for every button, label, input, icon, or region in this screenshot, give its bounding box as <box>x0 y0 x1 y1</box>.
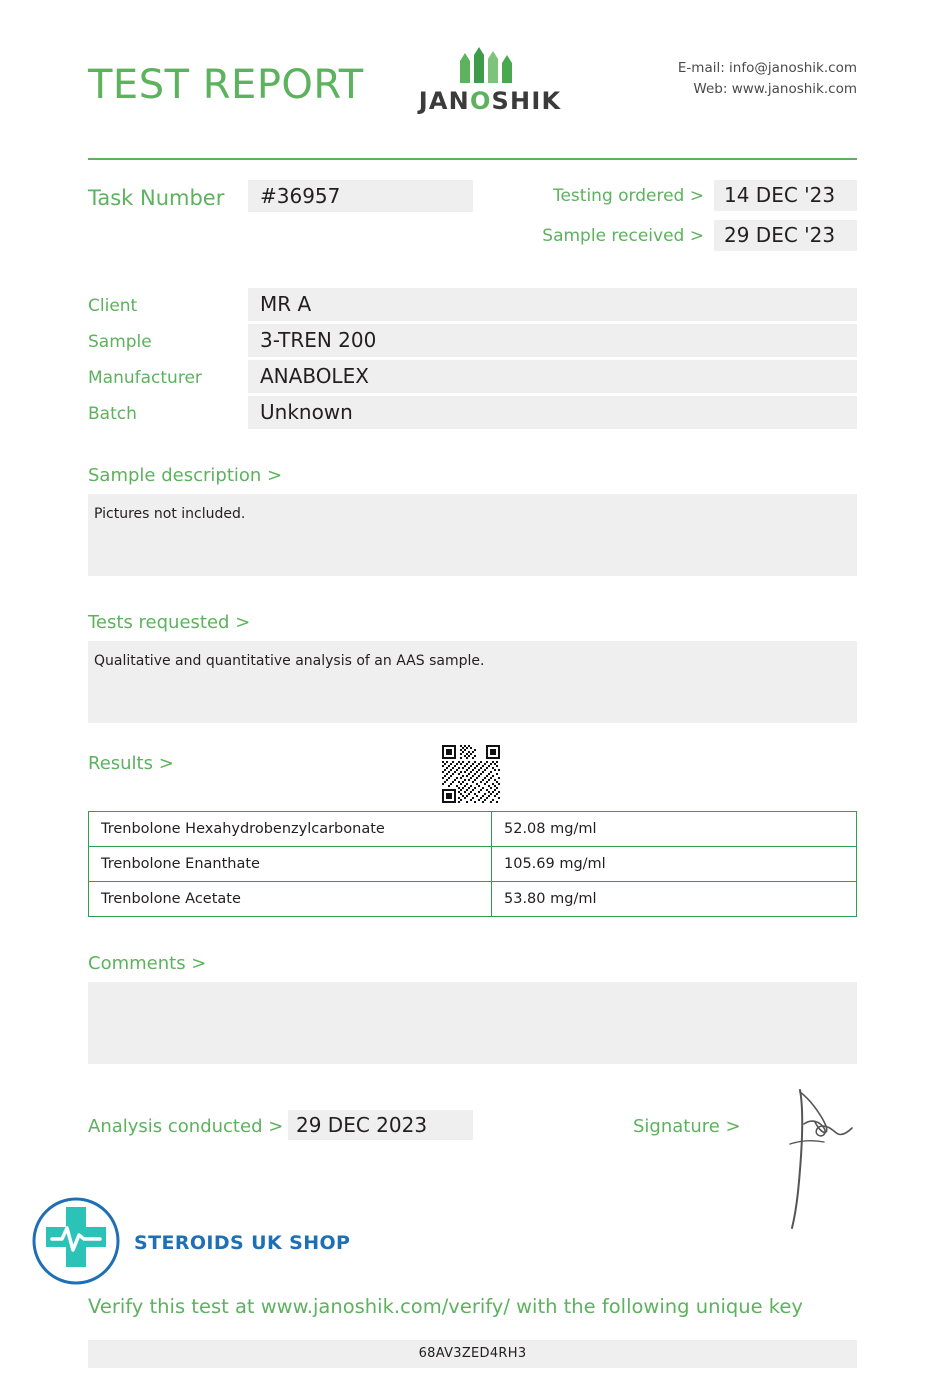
mountain-logo-icon <box>395 45 585 83</box>
page-title: TEST REPORT <box>88 62 364 108</box>
logo-word-part2: O <box>469 87 492 115</box>
result-value: 52.08 mg/ml <box>492 812 857 847</box>
task-section <box>88 180 857 266</box>
result-value: 53.80 mg/ml <box>492 882 857 917</box>
result-name: Trenbolone Hexahydrobenzylcarbonate <box>89 812 492 847</box>
info-row <box>88 396 857 429</box>
tests-requested-box: Qualitative and quantitative analysis of an AAS sample. <box>88 641 857 723</box>
task-number-value: #36957 <box>248 180 473 212</box>
contact-web: Web: www.janoshik.com <box>693 80 857 97</box>
info-label-batch: Batch <box>88 404 137 424</box>
unique-key-value: 68AV3ZED4RH3 <box>88 1340 857 1368</box>
analysis-conducted-value: 29 DEC 2023 <box>288 1110 473 1140</box>
analysis-conducted-label: Analysis conducted > <box>88 1116 284 1137</box>
janoshik-wordmark <box>395 87 585 115</box>
sample-description-box: Pictures not included. <box>88 494 857 576</box>
header-divider <box>88 158 857 160</box>
testing-ordered-value: 14 DEC '23 <box>714 180 857 211</box>
info-label-manufacturer: Manufacturer <box>88 368 202 388</box>
testing-ordered-row <box>553 180 857 211</box>
info-label-client: Client <box>88 296 138 316</box>
sample-info-table <box>88 288 857 429</box>
info-value-sample: 3-TREN 200 <box>248 324 857 357</box>
testing-ordered-label: Testing ordered > <box>552 186 704 206</box>
table-row <box>89 847 857 882</box>
results-title: Results > <box>88 753 174 774</box>
sample-received-row <box>542 220 857 251</box>
result-name: Trenbolone Enanthate <box>89 847 492 882</box>
info-value-client: MR A <box>248 288 857 321</box>
signature-icon <box>768 1082 878 1236</box>
result-name: Trenbolone Acetate <box>89 882 492 917</box>
info-row <box>88 288 857 321</box>
results-table <box>88 811 857 917</box>
result-value: 105.69 mg/ml <box>492 847 857 882</box>
info-value-batch: Unknown <box>248 396 857 429</box>
comments-box <box>88 982 857 1064</box>
steroids-uk-shop-badge <box>30 1195 350 1291</box>
sample-received-value: 29 DEC '23 <box>714 220 857 251</box>
comments-title: Comments > <box>88 953 207 974</box>
info-value-manufacturer: ANABOLEX <box>248 360 857 393</box>
qr-code-icon <box>442 745 500 803</box>
info-label-sample: Sample <box>88 332 152 352</box>
sample-received-label: Sample received > <box>542 226 704 246</box>
shop-name-label: STEROIDS UK SHOP <box>134 1232 351 1254</box>
report-header <box>88 0 857 150</box>
medical-cross-icon <box>30 1195 122 1291</box>
contact-info <box>678 58 857 100</box>
sample-description-title: Sample description > <box>88 465 283 486</box>
results-header <box>88 753 857 811</box>
table-row <box>89 882 857 917</box>
table-row <box>89 812 857 847</box>
logo-word-part3: SHIK <box>491 87 562 115</box>
info-row <box>88 360 857 393</box>
logo-word-part1: JAN <box>418 87 470 115</box>
contact-email: E-mail: info@janoshik.com <box>677 60 857 76</box>
task-number-label: Task Number <box>88 186 225 210</box>
verify-text: Verify this test at www.janoshik.com/verify/ with the following unique key <box>88 1295 803 1318</box>
signature-label: Signature > <box>633 1116 741 1137</box>
tests-requested-title: Tests requested > <box>88 612 251 633</box>
janoshik-logo <box>395 45 585 115</box>
info-row <box>88 324 857 357</box>
